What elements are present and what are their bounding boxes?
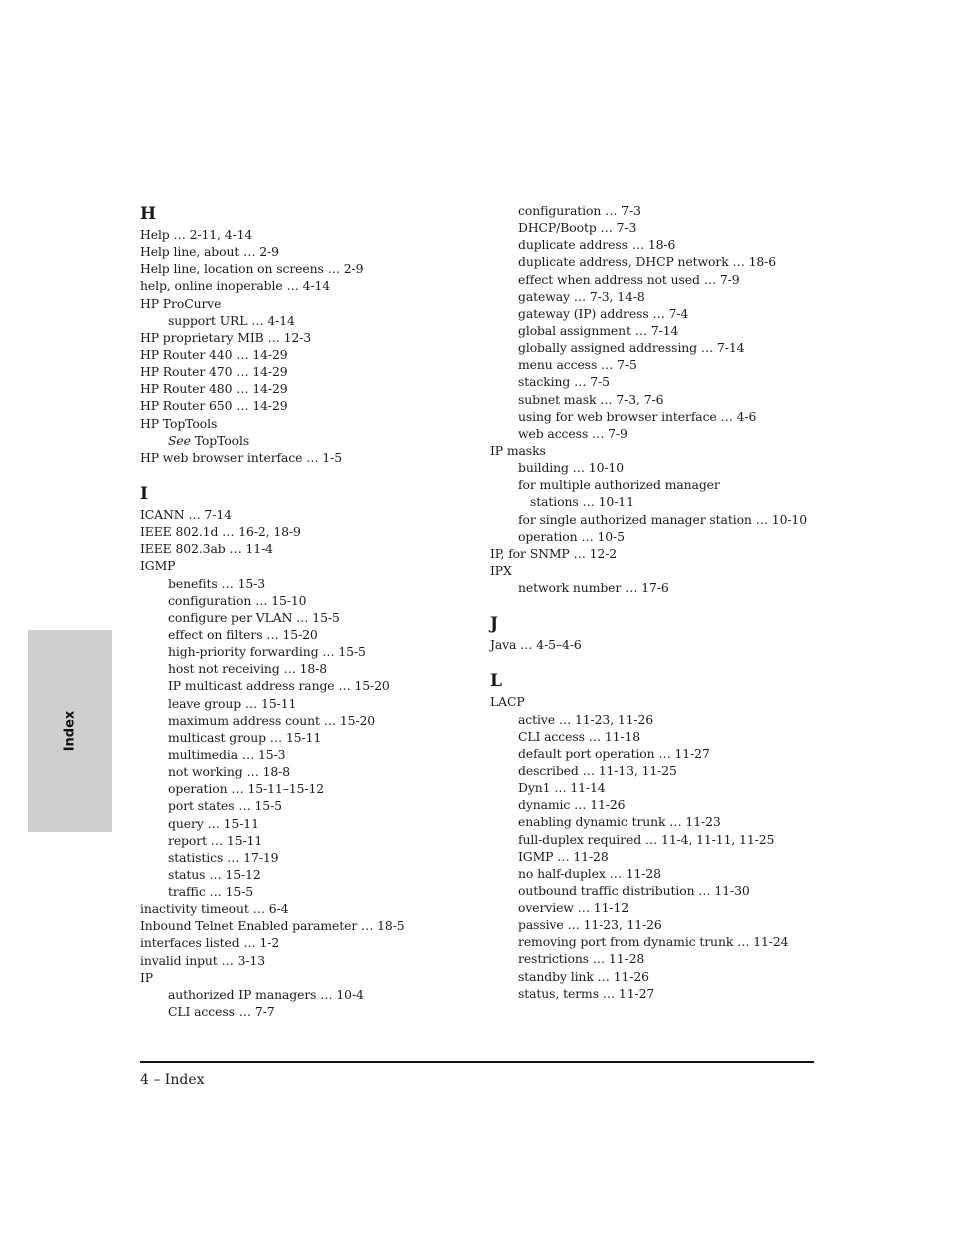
index-subentry: menu access … 7-5 [518,357,637,373]
index-entry: Java … 4-5–4-6 [490,637,582,653]
index-entry: interfaces listed … 1-2 [140,935,280,951]
index-subentry: stations … 10-11 [530,494,634,510]
index-entry: HP proprietary MIB … 12-3 [140,329,312,345]
index-subentry: operation … 15-11–15-12 [168,781,325,797]
index-subentry: Dyn1 … 11-14 [518,780,606,796]
index-subentry: support URL … 4-14 [168,312,295,328]
index-entry: IPX [490,562,512,578]
index-entry: HP ProCurve [140,295,222,311]
index-entry: HP Router 650 … 14-29 [140,398,288,414]
index-subentry: multicast group … 15-11 [168,729,322,745]
index-entry: Help line, about … 2-9 [140,244,279,260]
index-subentry: outbound traffic distribution … 11-30 [518,882,750,898]
index-letter-heading: J [490,614,499,635]
index-subentry: multimedia … 15-3 [168,746,286,762]
index-letter-heading: H [140,204,157,224]
index-subentry: gateway (IP) address … 7-4 [518,305,689,321]
index-subentry: effect on filters … 15-20 [168,626,318,642]
index-subentry: dynamic … 11-26 [518,797,626,813]
index-subentry: globally assigned addressing … 7-14 [518,340,745,356]
index-subentry: query … 15-11 [168,815,259,831]
index-entry: HP TopTools [140,415,218,431]
index-subentry: global assignment … 7-14 [518,322,679,338]
index-subentry: active … 11-23, 11-26 [518,711,654,727]
index-subentry: duplicate address … 18-6 [518,237,676,253]
index-subentry: subnet mask … 7-3, 7-6 [518,391,664,407]
index-column-left [140,202,470,1020]
index-subentry: configuration … 15-10 [168,592,307,608]
index-entry: HP Router 480 … 14-29 [140,381,288,397]
index-entry: Help … 2-11, 4-14 [140,227,253,242]
footer-divider [140,1061,814,1063]
index-subentry: described … 11-13, 11-25 [518,762,677,778]
index-subentry: configure per VLAN … 15-5 [168,609,340,625]
index-entry: IP, for SNMP … 12-2 [490,545,618,561]
index-subentry: not working … 18-8 [168,764,291,780]
index-subentry: duplicate address, DHCP network … 18-6 [518,254,777,270]
index-entry: IEEE 802.3ab … 11-4 [140,541,273,557]
index-subentry: status, terms … 11-27 [518,985,655,1001]
index-subentry: removing port from dynamic trunk … 11-24 [518,934,789,950]
index-subentry: configuration … 7-3 [518,203,641,218]
index-column-right [490,202,820,1002]
see-label: See [168,432,191,448]
index-subentry: no half-duplex … 11-28 [518,865,661,881]
index-see-reference [140,432,470,449]
index-subentry: authorized IP managers … 10-4 [168,986,364,1002]
index-subentry: IP multicast address range … 15-20 [168,678,390,694]
index-subentry: port states … 15-5 [168,798,282,814]
index-subentry: gateway … 7-3, 14-8 [518,288,645,304]
see-target: TopTools [190,432,250,448]
index-subentry: building … 10-10 [518,460,625,476]
index-subentry: report … 15-11 [168,832,263,848]
index-subentry: maximum address count … 15-20 [168,712,376,728]
index-subentry: network number … 17-6 [518,580,669,596]
index-subentry: restrictions … 11-28 [518,951,645,967]
index-subentry: web access … 7-9 [518,425,628,441]
index-entry: ICANN … 7-14 [140,506,232,522]
section-side-tab [28,630,112,832]
index-subentry: overview … 11-12 [518,900,630,916]
index-subentry: statistics … 17-19 [168,849,279,865]
index-entry: HP web browser interface … 1-5 [140,449,343,465]
index-subentry: using for web browser interface … 4-6 [518,408,757,424]
index-subentry: passive … 11-23, 11-26 [518,917,662,933]
index-subentry: CLI access … 7-7 [168,1004,275,1020]
page-footer-label: 4 – Index [140,1072,205,1088]
index-letter-heading: L [490,671,502,692]
index-subentry: traffic … 15-5 [168,884,254,900]
index-subentry: high-priority forwarding … 15-5 [168,644,366,660]
index-entry: HP Router 440 … 14-29 [140,346,288,362]
side-tab-label: Index [62,710,78,752]
index-subentry: standby link … 11-26 [518,968,649,984]
index-entry: help, online inoperable … 4-14 [140,278,331,294]
index-subentry: IGMP … 11-28 [518,848,609,864]
index-entry: Inbound Telnet Enabled parameter … 18-5 [140,918,405,934]
index-entry: IEEE 802.1d … 16-2, 18-9 [140,524,301,540]
index-entry: invalid input … 3-13 [140,952,266,968]
index-subentry: enabling dynamic trunk … 11-23 [518,814,721,830]
index-subentry: DHCP/Bootp … 7-3 [518,220,637,236]
index-subentry: leave group … 15-11 [168,695,297,711]
index-entry: IP masks [490,442,546,458]
index-subentry: host not receiving … 18-8 [168,661,328,677]
index-entry: HP Router 470 … 14-29 [140,364,288,380]
index-subentry: effect when address not used … 7-9 [518,271,740,287]
index-subentry: operation … 10-5 [518,528,625,544]
index-entry: inactivity timeout … 6-4 [140,901,289,917]
index-entry: LACP [490,694,525,710]
index-subentry: benefits … 15-3 [168,575,266,591]
index-subentry: full-duplex required … 11-4, 11-11, 11-25 [518,831,775,847]
index-subentry: CLI access … 11-18 [518,728,641,744]
index-entry: Help line, location on screens … 2-9 [140,261,364,277]
index-subentry: default port operation … 11-27 [518,745,710,761]
index-subentry: status … 15-12 [168,866,261,882]
index-entry: IGMP [140,558,176,574]
index-subentry: for multiple authorized manager [518,477,720,493]
index-entry: IP [140,969,154,985]
index-subentry: stacking … 7-5 [518,374,610,390]
index-subentry: for single authorized manager station … 10-10 [518,511,808,527]
index-letter-heading: I [140,483,148,504]
